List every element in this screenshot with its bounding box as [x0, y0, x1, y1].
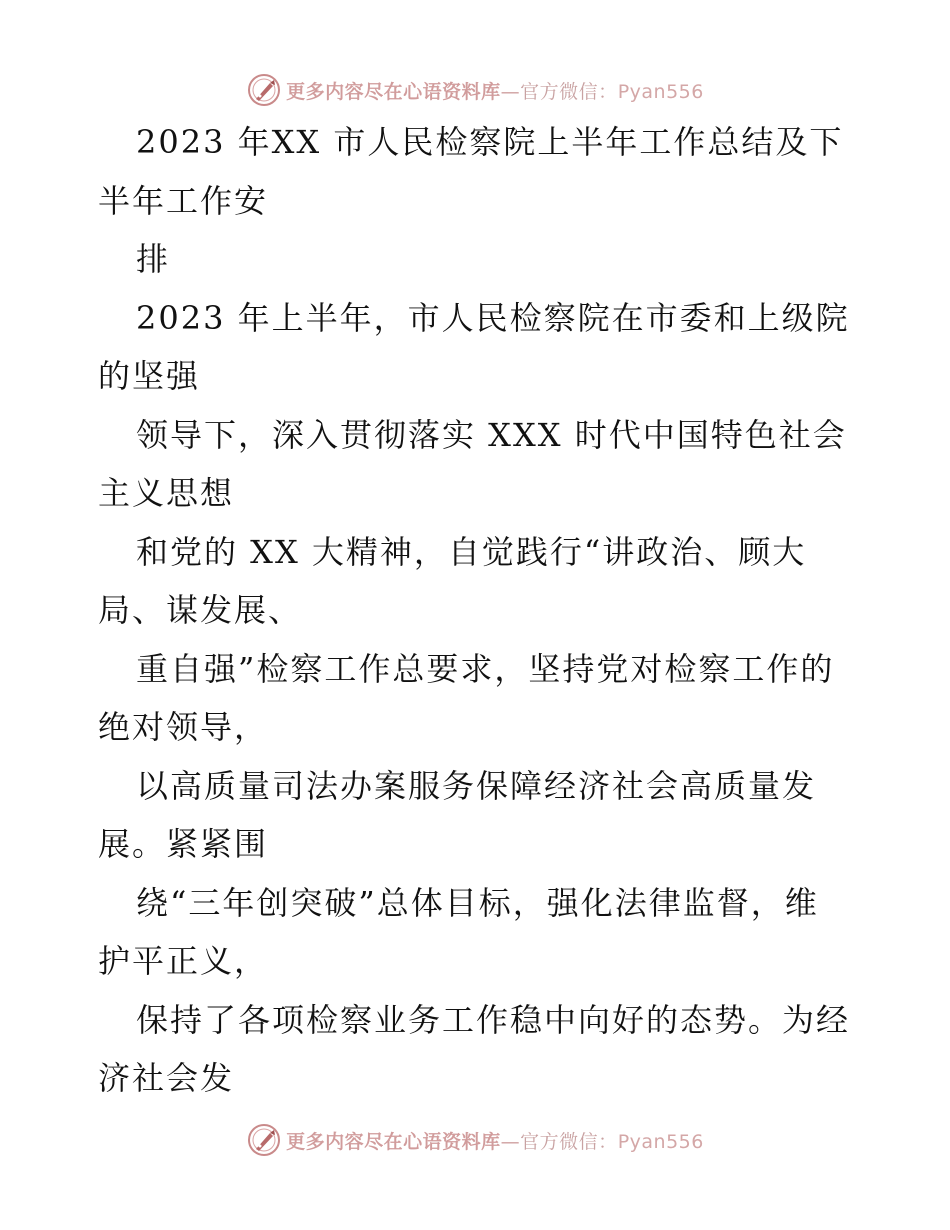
document-line: 保持了各项检察业务工作稳中向好的态势。为经 — [136, 1000, 851, 1039]
watermark-official-label: 官方微信： — [520, 1130, 618, 1153]
document-line: 和党的 XX 大精神，自觉践行“讲政治、顾大 — [136, 532, 807, 571]
document-line: 展。紧紧围 — [98, 825, 269, 863]
document-line: 绕“三年创突破”总体目标，强化法律监督，维 — [136, 883, 819, 922]
watermark-official-label: 官方微信： — [520, 80, 618, 103]
document-line: 排 — [136, 240, 171, 278]
watermark-site: 更多内容尽在心语资料库 — [286, 1130, 501, 1153]
document-line: 重自强”检察工作总要求，坚持党对检察工作的 — [136, 649, 835, 688]
document-line: 主义思想 — [98, 474, 235, 512]
document-line: 护平正义， — [98, 942, 269, 980]
footer-watermark — [0, 1120, 950, 1160]
document-line: 以高质量司法办案服务保障经济社会高质量发 — [136, 766, 817, 805]
document-line: 绝对领导， — [98, 708, 269, 746]
watermark-wechat-id: Pyan556 — [617, 1130, 704, 1153]
document-line: 济社会发 — [98, 1059, 235, 1097]
document-line: 的坚强 — [98, 357, 201, 395]
watermark-site: 更多内容尽在心语资料库 — [286, 80, 501, 103]
pen-nib-circle-icon — [246, 1122, 282, 1158]
header-watermark — [0, 70, 950, 110]
document-line: 领导下，深入贯彻落实 XXX 时代中国特色社会 — [136, 415, 847, 454]
watermark-text — [286, 77, 704, 104]
watermark-wechat-id: Pyan556 — [617, 80, 704, 103]
watermark-dash: — — [500, 80, 521, 103]
watermark-text — [286, 1127, 704, 1154]
document-line: 2023 年XX 市人民检察院上半年工作总结及下 — [136, 123, 844, 161]
document-line: 局、谋发展、 — [98, 591, 303, 629]
watermark-dash: — — [500, 1130, 521, 1153]
document-line: 2023 年上半年，市人民检察院在市委和上级院 — [136, 298, 850, 337]
document-line: 半年工作安 — [98, 181, 269, 220]
pen-nib-circle-icon — [246, 72, 282, 108]
